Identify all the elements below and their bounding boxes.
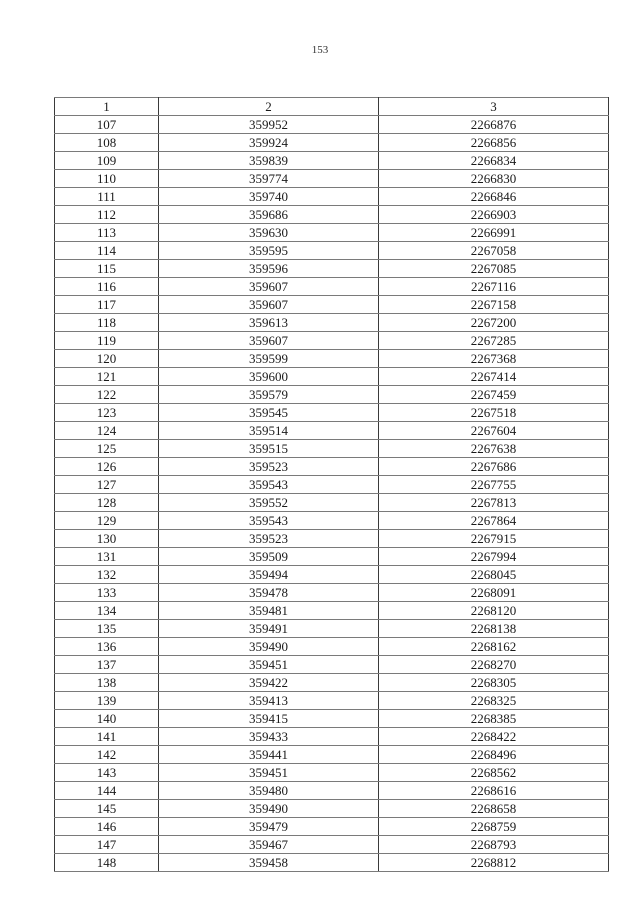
table-cell-col-1: 135	[55, 620, 159, 638]
table-row	[55, 314, 609, 332]
table-cell-col-2: 359479	[159, 818, 379, 836]
table-cell-col-3: 2266903	[379, 206, 609, 224]
table-cell-col-1: 109	[55, 152, 159, 170]
table-cell-col-2: 359596	[159, 260, 379, 278]
table-cell-col-3: 2267368	[379, 350, 609, 368]
table-cell-col-2: 359494	[159, 566, 379, 584]
table-cell-col-2: 359543	[159, 476, 379, 494]
table-cell-col-2: 359422	[159, 674, 379, 692]
table-cell-col-3: 2268162	[379, 638, 609, 656]
table-row	[55, 836, 609, 854]
table-cell-col-2: 359509	[159, 548, 379, 566]
table-cell-col-1: 125	[55, 440, 159, 458]
table-row	[55, 242, 609, 260]
table-cell-col-1: 114	[55, 242, 159, 260]
table-cell-col-3: 2266830	[379, 170, 609, 188]
table-cell-col-1: 142	[55, 746, 159, 764]
table-cell-col-3: 2267414	[379, 368, 609, 386]
table-cell-col-3: 2267604	[379, 422, 609, 440]
table-cell-col-1: 116	[55, 278, 159, 296]
table-row	[55, 746, 609, 764]
table-cell-col-2: 359523	[159, 530, 379, 548]
table-cell-col-2: 359952	[159, 116, 379, 134]
table-cell-col-2: 359740	[159, 188, 379, 206]
table-row	[55, 674, 609, 692]
table-row	[55, 296, 609, 314]
table-cell-col-3: 2266856	[379, 134, 609, 152]
table-cell-col-3: 2267755	[379, 476, 609, 494]
table-cell-col-1: 140	[55, 710, 159, 728]
table-row	[55, 170, 609, 188]
table-cell-col-2: 359458	[159, 854, 379, 872]
table-cell-col-1: 145	[55, 800, 159, 818]
table-cell-col-3: 2268496	[379, 746, 609, 764]
table-cell-col-1: 134	[55, 602, 159, 620]
table-row	[55, 548, 609, 566]
table-row	[55, 350, 609, 368]
table-cell-col-1: 111	[55, 188, 159, 206]
table-cell-col-1: 139	[55, 692, 159, 710]
table-row	[55, 422, 609, 440]
table-cell-col-2: 359451	[159, 656, 379, 674]
table-cell-col-1: 124	[55, 422, 159, 440]
table-row	[55, 656, 609, 674]
table-cell-col-1: 121	[55, 368, 159, 386]
table-cell-col-1: 136	[55, 638, 159, 656]
table-cell-col-3: 2267058	[379, 242, 609, 260]
table-cell-col-3: 2268616	[379, 782, 609, 800]
table-row	[55, 566, 609, 584]
table-row	[55, 206, 609, 224]
table-cell-col-3: 2268658	[379, 800, 609, 818]
table-cell-col-3: 2267200	[379, 314, 609, 332]
table-body	[55, 116, 609, 872]
table-cell-col-2: 359552	[159, 494, 379, 512]
table-cell-col-1: 107	[55, 116, 159, 134]
table-cell-col-3: 2268812	[379, 854, 609, 872]
table-cell-col-3: 2268759	[379, 818, 609, 836]
table-header-row	[55, 98, 609, 116]
table-row	[55, 116, 609, 134]
table-row	[55, 440, 609, 458]
table-cell-col-2: 359451	[159, 764, 379, 782]
table-cell-col-2: 359413	[159, 692, 379, 710]
column-header-1: 1	[55, 98, 159, 116]
table-row	[55, 404, 609, 422]
table-cell-col-3: 2268120	[379, 602, 609, 620]
table-cell-col-1: 147	[55, 836, 159, 854]
page-number: 153	[311, 44, 329, 56]
table-row	[55, 260, 609, 278]
table-row	[55, 764, 609, 782]
table-row	[55, 818, 609, 836]
table-cell-col-3: 2267116	[379, 278, 609, 296]
table-cell-col-3: 2268325	[379, 692, 609, 710]
table-cell-col-1: 118	[55, 314, 159, 332]
table-cell-col-2: 359607	[159, 332, 379, 350]
table-row	[55, 278, 609, 296]
table-cell-col-2: 359579	[159, 386, 379, 404]
table-cell-col-2: 359490	[159, 638, 379, 656]
table-cell-col-3: 2268091	[379, 584, 609, 602]
table-cell-col-3: 2267813	[379, 494, 609, 512]
table-row	[55, 728, 609, 746]
table-row	[55, 458, 609, 476]
table-row	[55, 386, 609, 404]
table-cell-col-2: 359545	[159, 404, 379, 422]
table-cell-col-1: 112	[55, 206, 159, 224]
table-cell-col-2: 359480	[159, 782, 379, 800]
table-cell-col-2: 359441	[159, 746, 379, 764]
table-cell-col-1: 137	[55, 656, 159, 674]
table-cell-col-3: 2268305	[379, 674, 609, 692]
table-cell-col-1: 129	[55, 512, 159, 530]
table-cell-col-2: 359607	[159, 278, 379, 296]
column-header-2: 2	[159, 98, 379, 116]
table-cell-col-3: 2267518	[379, 404, 609, 422]
table-row	[55, 530, 609, 548]
table-cell-col-3: 2268422	[379, 728, 609, 746]
table-cell-col-3: 2267994	[379, 548, 609, 566]
table-cell-col-1: 110	[55, 170, 159, 188]
table-cell-col-2: 359607	[159, 296, 379, 314]
table-row	[55, 854, 609, 872]
table-cell-col-2: 359595	[159, 242, 379, 260]
table-cell-col-1: 119	[55, 332, 159, 350]
table-cell-col-3: 2267158	[379, 296, 609, 314]
table-cell-col-2: 359839	[159, 152, 379, 170]
table-cell-col-2: 359774	[159, 170, 379, 188]
table-cell-col-3: 2268562	[379, 764, 609, 782]
column-header-3: 3	[379, 98, 609, 116]
table-row	[55, 152, 609, 170]
table-cell-col-2: 359481	[159, 602, 379, 620]
table-cell-col-1: 113	[55, 224, 159, 242]
table-cell-col-3: 2267459	[379, 386, 609, 404]
table-cell-col-3: 2267915	[379, 530, 609, 548]
table-cell-col-1: 108	[55, 134, 159, 152]
table-cell-col-1: 143	[55, 764, 159, 782]
table-row	[55, 638, 609, 656]
table-cell-col-2: 359490	[159, 800, 379, 818]
table-cell-col-1: 128	[55, 494, 159, 512]
coordinates-table	[54, 97, 609, 872]
table-cell-col-2: 359686	[159, 206, 379, 224]
table-cell-col-2: 359478	[159, 584, 379, 602]
table-cell-col-2: 359515	[159, 440, 379, 458]
table-cell-col-3: 2267285	[379, 332, 609, 350]
table-cell-col-1: 120	[55, 350, 159, 368]
table-cell-col-3: 2268045	[379, 566, 609, 584]
table-cell-col-1: 148	[55, 854, 159, 872]
table-row	[55, 332, 609, 350]
table-row	[55, 494, 609, 512]
table-cell-col-1: 146	[55, 818, 159, 836]
table-row	[55, 368, 609, 386]
table-cell-col-1: 127	[55, 476, 159, 494]
table-cell-col-2: 359613	[159, 314, 379, 332]
table-cell-col-3: 2268270	[379, 656, 609, 674]
table-row	[55, 620, 609, 638]
table-row	[55, 782, 609, 800]
table-cell-col-1: 144	[55, 782, 159, 800]
table-cell-col-1: 131	[55, 548, 159, 566]
table-row	[55, 476, 609, 494]
table-cell-col-1: 123	[55, 404, 159, 422]
table-cell-col-2: 359600	[159, 368, 379, 386]
table-cell-col-2: 359523	[159, 458, 379, 476]
table-cell-col-1: 133	[55, 584, 159, 602]
table-cell-col-3: 2268793	[379, 836, 609, 854]
table-cell-col-1: 130	[55, 530, 159, 548]
table-cell-col-3: 2267686	[379, 458, 609, 476]
table-cell-col-3: 2266991	[379, 224, 609, 242]
table-row	[55, 692, 609, 710]
table-cell-col-2: 359433	[159, 728, 379, 746]
table-cell-col-1: 122	[55, 386, 159, 404]
table-cell-col-2: 359514	[159, 422, 379, 440]
table-cell-col-3: 2268138	[379, 620, 609, 638]
table-cell-col-2: 359599	[159, 350, 379, 368]
table-cell-col-2: 359415	[159, 710, 379, 728]
table-cell-col-3: 2266846	[379, 188, 609, 206]
table-cell-col-1: 117	[55, 296, 159, 314]
table-cell-col-3: 2266834	[379, 152, 609, 170]
table-cell-col-1: 115	[55, 260, 159, 278]
table-cell-col-1: 138	[55, 674, 159, 692]
table-row	[55, 800, 609, 818]
table-cell-col-3: 2268385	[379, 710, 609, 728]
table-cell-col-2: 359630	[159, 224, 379, 242]
table-cell-col-2: 359467	[159, 836, 379, 854]
table-cell-col-1: 126	[55, 458, 159, 476]
table-cell-col-3: 2267864	[379, 512, 609, 530]
table-cell-col-2: 359924	[159, 134, 379, 152]
table-cell-col-2: 359491	[159, 620, 379, 638]
table-cell-col-2: 359543	[159, 512, 379, 530]
table-cell-col-1: 132	[55, 566, 159, 584]
table-row	[55, 224, 609, 242]
table-cell-col-3: 2267085	[379, 260, 609, 278]
table-row	[55, 584, 609, 602]
table-cell-col-3: 2267638	[379, 440, 609, 458]
table-cell-col-3: 2266876	[379, 116, 609, 134]
table-cell-col-1: 141	[55, 728, 159, 746]
table-row	[55, 188, 609, 206]
table-row	[55, 710, 609, 728]
table-row	[55, 602, 609, 620]
table-row	[55, 512, 609, 530]
table-row	[55, 134, 609, 152]
